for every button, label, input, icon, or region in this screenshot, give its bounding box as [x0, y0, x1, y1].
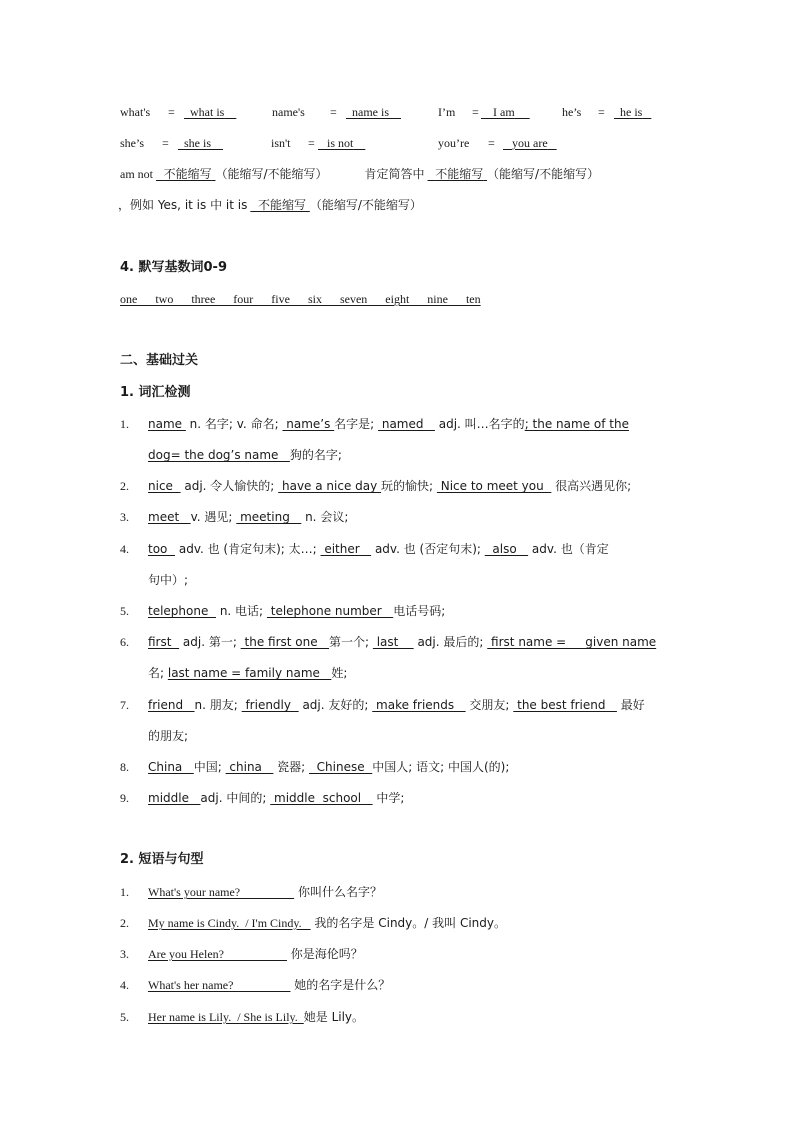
vocab-item-line: [148, 416, 629, 432]
contraction-term: name's: [272, 105, 305, 119]
vocab-item-line-continued: [148, 572, 188, 588]
vocab-item-line: [148, 634, 656, 650]
equals-sign: =: [330, 105, 337, 119]
vocab-item-line: [148, 603, 445, 619]
vocab-item-line: [148, 697, 645, 713]
contraction-answer: what is: [190, 105, 225, 119]
vocab-item-number: 3.: [120, 510, 129, 524]
vocab-text: 中国人; 语文; 中国人(的);: [372, 760, 510, 774]
answer-blank: have a nice day: [278, 479, 382, 493]
section-basics-heading: 二、基础过关: [120, 353, 199, 368]
phrase-answer: What's your name?: [148, 885, 295, 899]
vocab-item-line-continued: [148, 447, 342, 463]
phrase-translation: 我的名字是 Cindy。/ 我叫 Cindy。: [310, 916, 506, 930]
equals-sign: =: [472, 105, 479, 119]
answer-blank: China: [148, 760, 194, 774]
vocab-text: n. 会议;: [301, 510, 349, 524]
vocab-text: 名字是;: [334, 417, 379, 431]
equals-sign: =: [162, 136, 169, 150]
vocab-item-line-continued: [148, 665, 347, 681]
answer-blank: too: [148, 542, 176, 556]
phrase-item-number: 3.: [120, 947, 129, 961]
contraction-answer: is not: [327, 136, 354, 150]
vocab-text: 狗的名字;: [289, 448, 342, 462]
contraction-answer: name is: [352, 105, 389, 119]
cardinal-numbers-answer: one two three four five six seven eight nine ten: [120, 292, 481, 306]
it-is-example: ，例如 Yes, it is 中 it is: [118, 198, 248, 212]
equals-sign: =: [308, 136, 315, 150]
phrase-translation: 她的名字是什么？: [290, 978, 391, 992]
vocab-text: n. 名字; v. 命名;: [185, 417, 283, 431]
phrase-item-line: [148, 946, 363, 962]
answer-blank: nice: [148, 479, 181, 493]
vocab-item-number: 1.: [120, 417, 129, 431]
vocab-text: 瓷器;: [273, 760, 310, 774]
phrase-answer: My name is Cindy. / I'm Cindy.: [148, 916, 311, 930]
phrase-item-number: 5.: [120, 1010, 129, 1024]
vocab-text: adj. 叫…名字的: [434, 417, 525, 431]
answer-blank: friendly: [241, 698, 299, 712]
vocab-item-line-continued: [148, 728, 188, 744]
answer-blank: the first one: [240, 635, 330, 649]
vocab-text: adj. 最后的;: [413, 635, 488, 649]
contraction-rule-it-is: [118, 197, 422, 213]
vocab-item-number: 8.: [120, 760, 129, 774]
phrase-translation: 你是海伦吗？: [286, 947, 363, 961]
contraction-term: you’re: [438, 136, 470, 150]
vocab-item-line: [148, 790, 404, 806]
vocab-text: 第一个;: [329, 635, 373, 649]
short-answer-options: （能缩写/不能缩写）: [487, 167, 600, 181]
contraction-term: what's: [120, 105, 151, 119]
vocab-text: n. 朋友;: [194, 698, 242, 712]
section-4-heading: 4. 默写基数词0-9: [120, 260, 227, 275]
answer-blank: meeting: [236, 510, 302, 524]
vocab-check-heading: 1. 词汇检测: [120, 385, 191, 400]
vocab-item-number: 4.: [120, 542, 129, 556]
phrase-item-number: 2.: [120, 916, 129, 930]
vocab-text: adv. 也（肯定: [528, 542, 609, 556]
phrase-item-number: 1.: [120, 885, 129, 899]
phrase-item-number: 4.: [120, 978, 129, 992]
answer-blank: first: [148, 635, 180, 649]
am-not-options: （能缩写/不能缩写）: [215, 167, 328, 181]
vocab-item-line: [148, 541, 609, 557]
vocab-text: adj. 中间的;: [200, 791, 271, 805]
answer-blank: middle school: [270, 791, 373, 805]
contraction-term: she’s: [120, 136, 144, 150]
vocab-text: adv. 也 (肯定句末); 太…;: [175, 542, 321, 556]
vocab-item-number: 2.: [120, 479, 129, 493]
vocab-text: 交朋友;: [465, 698, 514, 712]
answer-blank: ; the name of the: [524, 417, 629, 431]
vocab-text: 电话号码;: [393, 604, 446, 618]
equals-sign: =: [168, 105, 175, 119]
vocab-text: 中学;: [372, 791, 405, 805]
vocab-text: 名;: [148, 666, 168, 680]
phrase-item-line: [148, 915, 506, 931]
answer-blank: name’s: [282, 417, 335, 431]
answer-blank: also: [484, 542, 529, 556]
answer-blank: last: [372, 635, 414, 649]
vocab-item-line: [148, 509, 348, 525]
contraction-term: he’s: [562, 105, 582, 119]
phrase-translation: 你叫什么名字？: [294, 885, 382, 899]
contraction-answer: you are: [512, 136, 548, 150]
vocab-item-number: 6.: [120, 635, 129, 649]
vocab-text: adj. 第一;: [179, 635, 241, 649]
answer-blank: Chinese: [309, 760, 373, 774]
vocab-text: 玩的愉快;: [381, 479, 437, 493]
answer-blank: dog= the dog’s name: [148, 448, 290, 462]
vocab-item-number: 9.: [120, 791, 129, 805]
answer-blank: Nice to meet you: [436, 479, 552, 493]
vocab-item-line: [148, 478, 631, 494]
short-answer-label: 肯定简答中: [364, 167, 425, 181]
vocab-text: n. 电话;: [216, 604, 267, 618]
answer-blank: the best friend: [513, 698, 617, 712]
answer-blank: name: [148, 417, 186, 431]
vocab-text: v. 遇见;: [190, 510, 237, 524]
vocab-text: 的朋友;: [148, 729, 189, 743]
vocab-text: 最好: [616, 698, 645, 712]
vocab-text: adj. 令人愉快的;: [180, 479, 279, 493]
contraction-answer: she is: [184, 136, 211, 150]
vocab-text: adv. 也 (否定句末);: [371, 542, 485, 556]
phrase-answer: What's her name?: [148, 978, 291, 992]
it-is-options: （能缩写/不能缩写）: [309, 198, 422, 212]
vocab-text: 中国;: [193, 760, 226, 774]
vocab-item-number: 5.: [120, 604, 129, 618]
answer-blank: either: [320, 542, 372, 556]
am-not-answer: 不能缩写: [163, 167, 212, 181]
vocab-text: 姓;: [331, 666, 348, 680]
phrase-translation: 她是 Lily。: [303, 1010, 365, 1024]
vocab-item-line: [148, 759, 509, 775]
it-is-answer: 不能缩写: [257, 198, 306, 212]
phrases-heading: 2. 短语与句型: [120, 852, 204, 867]
equals-sign: =: [488, 136, 495, 150]
short-answer-answer: 不能缩写: [435, 167, 484, 181]
contraction-rule-am-not: [120, 166, 599, 182]
phrase-item-line: [148, 884, 382, 900]
answer-blank: telephone number: [266, 604, 394, 618]
equals-sign: =: [598, 105, 605, 119]
answer-blank: meet: [148, 510, 191, 524]
answer-blank: friend: [148, 698, 195, 712]
vocab-text: 很高兴遇见你;: [551, 479, 632, 493]
vocab-text: 句中）;: [148, 573, 189, 587]
contraction-term: isn't: [271, 136, 291, 150]
answer-blank: middle: [148, 791, 201, 805]
phrase-answer: Her name is Lily. / She is Lily.: [148, 1010, 304, 1024]
answer-blank: telephone: [148, 604, 216, 618]
answer-blank: last name = family name: [167, 666, 332, 680]
answer-blank: make friends: [372, 698, 466, 712]
contraction-term: I’m: [438, 105, 456, 119]
answer-blank: china: [225, 760, 274, 774]
phrase-item-line: [148, 977, 390, 993]
answer-blank: first name = given name: [487, 635, 657, 649]
vocab-text: adj. 友好的;: [298, 698, 373, 712]
contraction-answer: he is: [620, 105, 643, 119]
answer-blank: named: [378, 417, 435, 431]
phrase-answer: Are you Helen?: [148, 947, 287, 961]
contraction-answer: I am: [493, 105, 515, 119]
phrase-item-line: [148, 1009, 364, 1025]
am-not-term: am not: [120, 167, 153, 181]
vocab-item-number: 7.: [120, 698, 129, 712]
